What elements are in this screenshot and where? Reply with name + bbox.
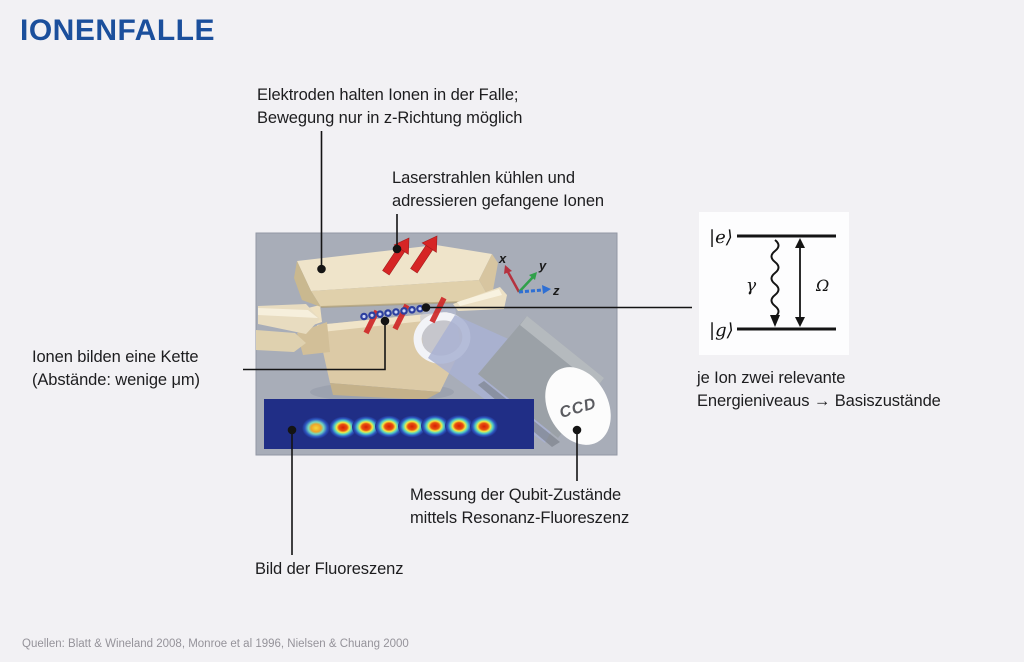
axis-x-label: x	[499, 251, 507, 266]
energy-level-diagram	[699, 212, 849, 355]
annotation-energy-levels-line1: je Ion zwei relevante	[697, 369, 846, 387]
annotation-lasers-line2: adressieren gefangene Ionen	[392, 192, 604, 210]
annotation-electrodes-line1: Elektroden halten Ionen in der Falle;	[257, 86, 519, 104]
page-title: IONENFALLE	[20, 14, 216, 47]
ccd-label: CCD	[557, 395, 599, 422]
annotation-ion-chain-line1: Ionen bilden eine Kette	[32, 348, 199, 366]
sources-footer: Quellen: Blatt & Wineland 2008, Monroe et al 1996, Nielsen & Chuang 2000	[22, 638, 409, 650]
annotation-measurement-line2: mittels Resonanz-Fluoreszenz	[410, 509, 630, 527]
rabi-frequency-label: Ω	[816, 276, 830, 295]
annotation-measurement-line1: Messung der Qubit-Zustände	[410, 486, 622, 504]
decay-rate-label: γ	[746, 276, 757, 296]
axis-z-label: z	[553, 283, 560, 298]
fluorescence-image	[264, 399, 534, 449]
annotation-ion-chain-line2: (Abstände: wenige μm)	[32, 371, 200, 389]
annotation-fluorescence-line1: Bild der Fluoreszenz	[255, 560, 404, 578]
annotation-energy-levels-line2: Energieniveaus → Basiszustände	[697, 392, 941, 410]
annotation-lasers-line1: Laserstrahlen kühlen und	[392, 169, 575, 187]
axis-y-label: y	[539, 258, 547, 273]
excited-state-label: |e⟩	[709, 227, 733, 248]
annotation-electrodes-line2: Bewegung nur in z-Richtung möglich	[257, 109, 523, 127]
ground-state-label: |g⟩	[709, 320, 734, 341]
